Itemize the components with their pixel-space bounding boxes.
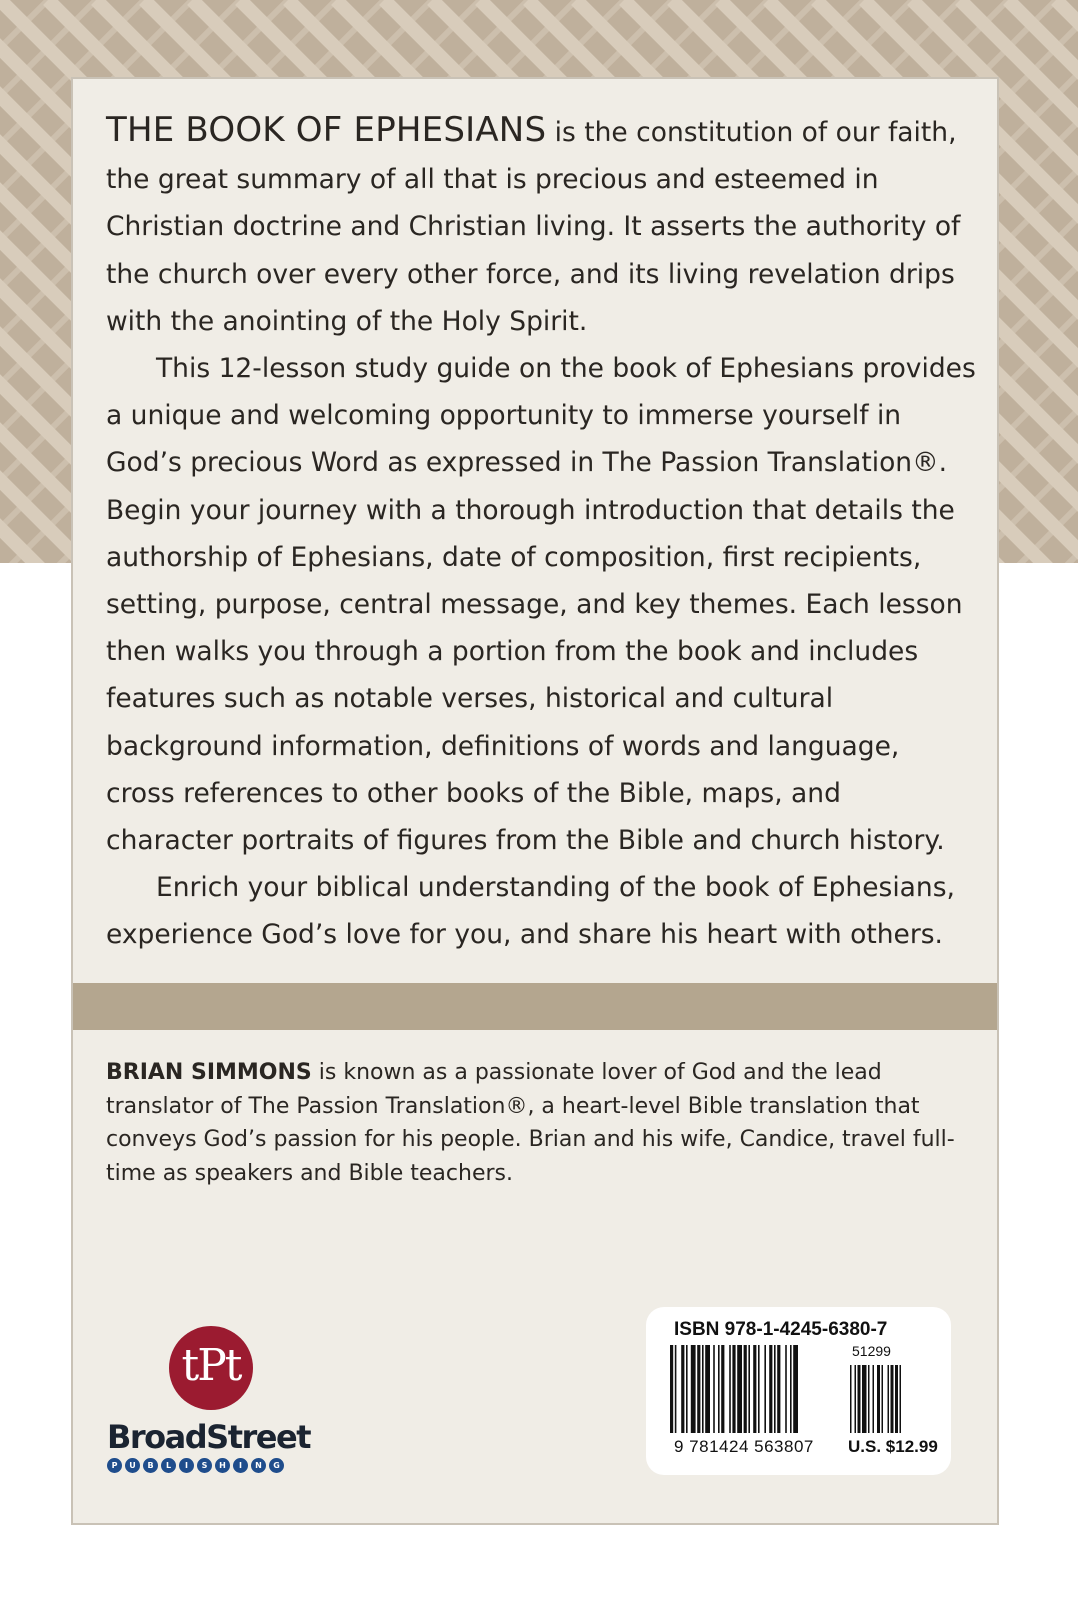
publishing-letter: I: [179, 1458, 194, 1473]
publishing-letter: G: [269, 1458, 284, 1473]
description-paragraph-3: Enrich your biblical understanding of the book of Ephesians, experience God’s love for you, and share his heart with others.: [106, 872, 955, 951]
barcode-label: [646, 1307, 951, 1475]
price: U.S. $12.99: [848, 1437, 938, 1456]
publishing-letter: S: [197, 1458, 212, 1473]
publishing-letter: N: [251, 1458, 266, 1473]
publishing-letter: U: [125, 1458, 140, 1473]
publishing-letter: P: [107, 1458, 122, 1473]
publishing-letter: I: [233, 1458, 248, 1473]
description-paragraph-1: [106, 107, 976, 345]
price-code: 51299: [852, 1343, 891, 1359]
publishing-letter: H: [215, 1458, 230, 1473]
isbn-number: ISBN 978-1-4245-6380-7: [674, 1319, 888, 1340]
author-bio: [106, 1056, 976, 1190]
section-divider: [73, 983, 997, 1030]
publishing-letters: [107, 1458, 284, 1473]
book-description: [106, 107, 976, 959]
broadstreet-wordmark: BroadStreet: [107, 1418, 310, 1456]
back-cover-panel: [71, 77, 999, 1525]
book-title-lead: THE BOOK OF EPHESIANS: [106, 110, 547, 150]
barcode-icon: [670, 1345, 935, 1437]
publishing-letter: B: [143, 1458, 158, 1473]
barcode-digits: 9 781424 563807: [674, 1437, 814, 1456]
publisher-logo: [103, 1326, 343, 1476]
publishing-letter: L: [161, 1458, 176, 1473]
tpt-logo: tPt: [169, 1326, 253, 1410]
author-name: BRIAN SIMMONS: [106, 1060, 312, 1085]
author-bio-text: is known as a passionate lover of God and the lead translator of The Passion Translation®, a heart-level Bible translation that conveys God’s passion for his people. Brian and his wife, Candice, travel full-time as speakers and Bible teachers.: [106, 1060, 955, 1186]
description-paragraph-2: This 12-lesson study guide on the book of Ephesians provides a unique and welcoming opportunity to immerse yourself in God’s precious Word as expressed in The Passion Translation®. Begin your journey with a thorough introduction that details the authorship of Ephesians, date of composition, first recipients, setting, purpose, central message, and key themes. Each lesson then walks you through a portion from the book and includes features such as notable verses, historical and cultural background information, definitions of words and language, cross references to other books of the Bible, maps, and character portraits of figures from the Bible and church history.: [106, 353, 976, 857]
description-p1-text: is the constitution of our faith, the great summary of all that is precious and esteemed in Christian doctrine and Christian living. It asserts the authority of the church over every other force, and its living revelation drips with the anointing of the Holy Spirit.: [106, 117, 961, 337]
